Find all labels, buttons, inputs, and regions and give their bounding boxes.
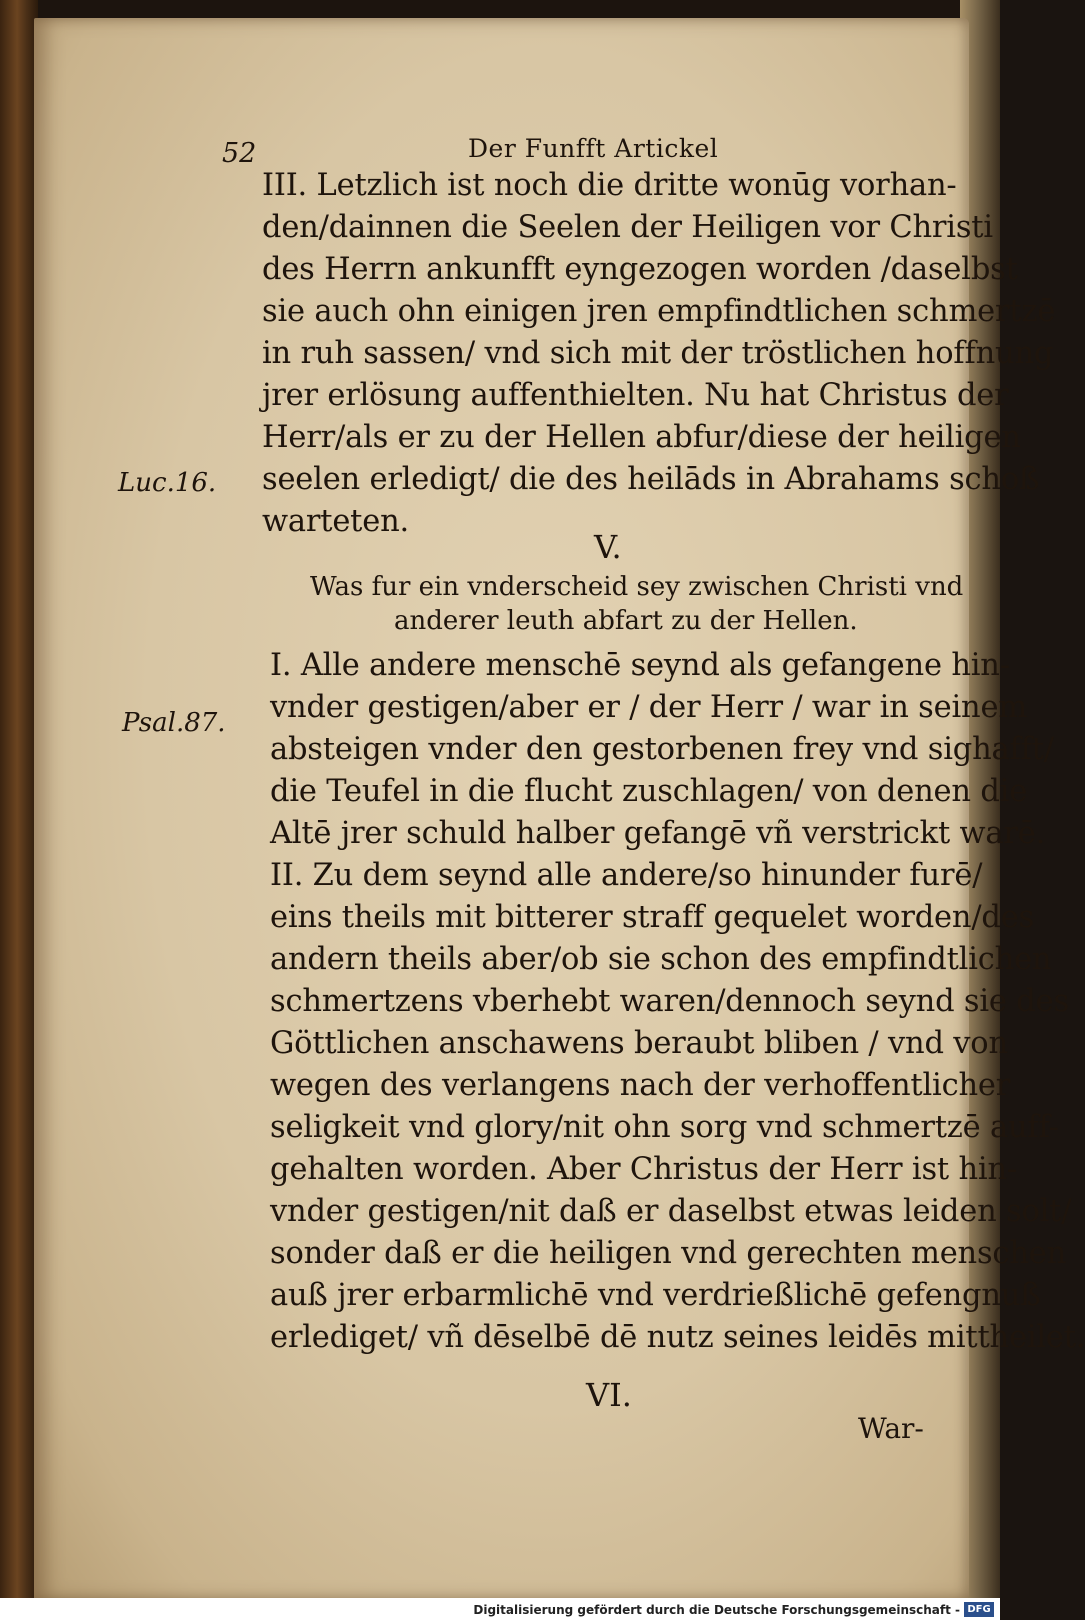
text-line: vnder gestigen/aber er / der Herr / war in seinem: [270, 690, 1028, 725]
text-line: in ruh sassen/ vnd sich mit der tröstlichen hoffnung: [262, 336, 1054, 371]
text-line: jrer erlösung auffenthielten. Nu hat Christus der: [262, 378, 1009, 413]
digitization-credit: Digitalisierung gefördert durch die Deutsche Forschungsgemeinschaft -: [473, 1603, 960, 1617]
section-numeral: VI.: [586, 1376, 632, 1414]
text-line: gehalten worden. Aber Christus der Herr ist hin-: [270, 1152, 1018, 1187]
text-line: II. Zu dem seynd alle andere/so hinunder furē/: [270, 858, 983, 893]
text-line: Herr/als er zu der Hellen abfur/diese der heiligen: [262, 420, 1021, 455]
text-line: Göttlichen anschawens beraubt bliben / vnd von: [270, 1026, 1008, 1061]
dfg-logo: DFG: [964, 1602, 994, 1617]
text-line: I. Alle andere menschē seynd als gefangene hin-: [270, 648, 1010, 683]
text-line: schmertzens vberhebt waren/dennoch seynd sie des: [270, 984, 1069, 1019]
text-line: sonder daß er die heiligen vnd gerechten menschen: [270, 1236, 1067, 1271]
text-line: sie auch ohn einigen jren empfindtlichen schmertzē: [262, 294, 1056, 329]
text-line: des Herrn ankunfft eyngezogen worden /daselbst: [262, 252, 1018, 287]
text-line: eins theils mit bitterer straff gequelet worden/des: [270, 900, 1035, 935]
book-binding-edge: [0, 0, 38, 1620]
text-line: seelen erledigt/ die des heilāds in Abrahams schoß: [262, 462, 1040, 497]
running-header: Der Funfft Artickel: [468, 134, 719, 163]
section-numeral: V.: [594, 528, 622, 566]
text-line: warteten.: [262, 504, 410, 539]
text-line: III. Letzlich ist noch die dritte wonūg vorhan-: [262, 168, 957, 203]
footer-bar: [0, 1598, 1000, 1620]
margin-note: Luc.16.: [118, 468, 217, 498]
text-line: seligkeit vnd glory/nit ohn sorg vnd schmertzē auff-: [270, 1110, 1059, 1145]
text-line: Altē jrer schuld halber gefangē vñ verstrickt warē.: [270, 816, 1046, 851]
text-line: vnder gestigen/nit daß er daselbst etwas leiden solt/: [270, 1194, 1072, 1229]
section-title-line: anderer leuth abfart zu der Hellen.: [394, 606, 858, 636]
catchword: War-: [858, 1412, 924, 1445]
section-title-line: Was fur ein vnderscheid sey zwischen Christi vnd: [310, 572, 964, 602]
text-line: wegen des verlangens nach der verhoffentlicher: [270, 1068, 1011, 1103]
text-line: absteigen vnder den gestorbenen frey vnd sighafft/: [270, 732, 1054, 767]
margin-note: Psal.87.: [122, 708, 226, 738]
text-line: die Teufel in die flucht zuschlagen/ von denen die: [270, 774, 1028, 809]
text-line: erlediget/ vñ dēselbē dē nutz seines leidēs mittheilet.: [270, 1320, 1085, 1355]
page-number: 52: [222, 138, 257, 169]
text-line: auß jrer erbarmlichē vnd verdrießlichē gefengnuß: [270, 1278, 1041, 1313]
text-line: andern theils aber/ob sie schon des empfindtlichen: [270, 942, 1052, 977]
text-line: den/dainnen die Seelen der Heiligen vor Christi: [262, 210, 993, 245]
